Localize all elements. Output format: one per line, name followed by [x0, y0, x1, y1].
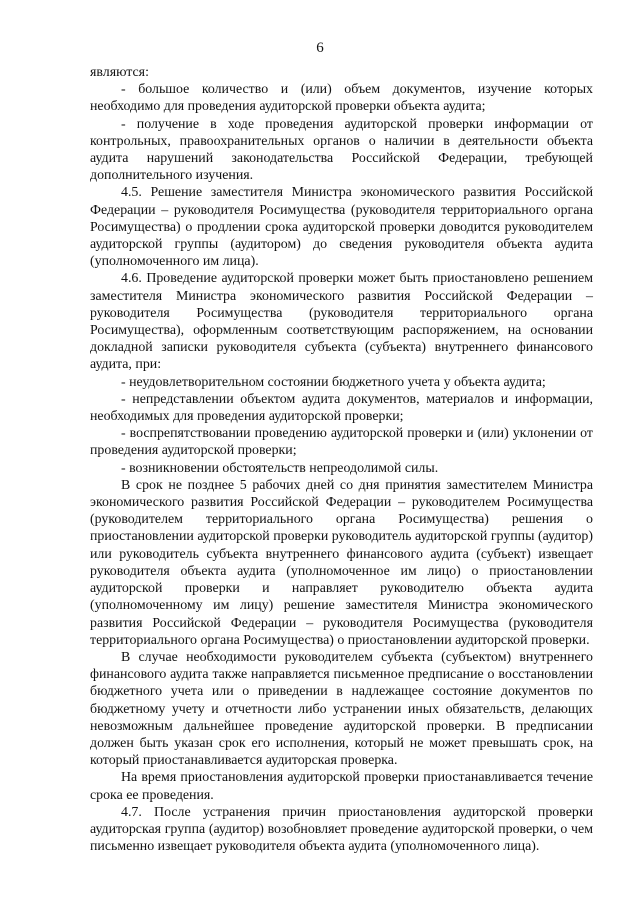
- paragraph-prescription: В случае необходимости руководителем субъекта (субъектом) внутреннего финансового аудита также направляется письменное предписание о восстановлении бюджетного учета или о приведении в надлежащее состояние документов по бюджетному учету и отчетности либо устранении иных обязательств, делающих невозможным дальнейшее проведение аудиторской проверки. В предписании должен быть указан срок его исполнения, который не может превышать срок, на который приостанавливается аудиторская проверка.: [90, 649, 593, 769]
- list-item: - непредставлении объектом аудита документов, материалов и информации, необходимых для проведения аудиторской проверки;: [90, 391, 593, 425]
- paragraph-4-5: 4.5. Решение заместителя Министра экономического развития Российской Федерации – руководителя Росимущества (руководителя территориального органа Росимущества) о продлении срока аудиторской проверки доводится руководителем аудиторской группы (аудитором) до сведения руководителя объекта аудита (уполномоченного им лица).: [90, 185, 593, 270]
- list-item: - возникновении обстоятельств непреодолимой силы.: [121, 460, 439, 476]
- document-body: [90, 64, 593, 855]
- list-item: - получение в ходе проведения аудиторской проверки информации от контрольных, правоохранительных органов о наличии в деятельности объекта аудита нарушений законодательства Российской Федерации, требующей дополнительного изучения.: [90, 116, 593, 184]
- paragraph-4-7: 4.7. После устранения причин приостановления аудиторской проверки аудиторская группа (аудитор) возобновляет проведение аудиторской проверки, о чем письменно извещает руководителя объекта аудита (уполномоченного лица).: [90, 804, 593, 855]
- paragraph-lead: являются:: [90, 65, 149, 80]
- list-item: - неудовлетворительном состоянии бюджетного учета у объекта аудита;: [121, 374, 546, 390]
- list-item: - большое количество и (или) объем документов, изучение которых необходимо для проведения аудиторской проверки объекта аудита;: [90, 82, 593, 115]
- paragraph-suspension-term: На время приостановления аудиторской проверки приостанавливается течение срока ее проведения.: [90, 770, 593, 803]
- paragraph-notice: В срок не позднее 5 рабочих дней со дня принятия заместителем Министра экономического развития Российской Федерации – руководителем Росимущества (руководителем территориального органа Росимущества) решения о приостановлении аудиторской проверки руководитель аудиторской группы (аудитор) или руководитель субъекта внутреннего финансового аудита (субъект) извещает руководителя объекта аудита (уполномоченное им лицо) о приостановлении аудиторской проверки и направляет руководителю объекта аудита (уполномоченному им лицу) решение заместителя Министра экономического развития Российской Федерации – руководителя Росимущества (руководителя территориального органа Росимущества) о приостановлении аудиторской проверки.: [90, 477, 593, 648]
- paragraph-4-6: 4.6. Проведение аудиторской проверки может быть приостановлено решением заместителя Министра экономического развития Российской Федерации – руководителя Росимущества (руководителя территориального органа Росимущества), оформленным соответствующим распоряжением, на основании докладной записки руководителя субъекта (субъекта) внутреннего финансового аудита, при:: [90, 271, 593, 373]
- page-number: 6: [316, 40, 324, 56]
- list-item: - воспрепятствовании проведению аудиторской проверки и (или) уклонении от проведения аудиторской проверки;: [90, 426, 593, 459]
